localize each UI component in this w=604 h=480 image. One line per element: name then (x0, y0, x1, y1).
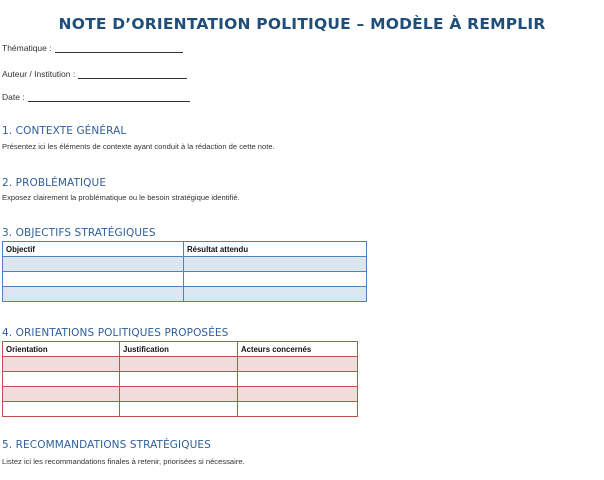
orientations-header-justification: Justification (120, 342, 238, 357)
auteur-label: Auteur / Institution : (2, 69, 76, 79)
thematique-label: Thématique : (2, 43, 52, 53)
table-cell[interactable] (3, 272, 184, 287)
table-cell[interactable] (120, 387, 238, 402)
thematique-input-line[interactable] (55, 44, 183, 53)
table-cell[interactable] (184, 257, 367, 272)
table-cell[interactable] (120, 357, 238, 372)
document-title: NOTE D’ORIENTATION POLITIQUE – MODÈLE À REMPLIR (58, 15, 546, 33)
date-field (2, 92, 190, 102)
table-row (3, 272, 367, 287)
orientations-header-row (3, 342, 358, 357)
date-label: Date : (2, 92, 25, 102)
table-cell[interactable] (3, 287, 184, 302)
table-cell[interactable] (184, 287, 367, 302)
table-cell[interactable] (238, 402, 358, 417)
section-heading-orientations: 4. ORIENTATIONS POLITIQUES PROPOSÉES (2, 327, 229, 339)
table-cell[interactable] (238, 357, 358, 372)
section-heading-contexte: 1. CONTEXTE GÉNÉRAL (2, 125, 127, 137)
section-text-problematique: Exposez clairement la problématique ou le besoin stratégique identifié. (2, 193, 240, 202)
table-cell[interactable] (3, 387, 120, 402)
section-heading-objectifs: 3. OBJECTIFS STRATÉGIQUES (2, 227, 156, 239)
table-cell[interactable] (120, 372, 238, 387)
table-cell[interactable] (3, 257, 184, 272)
table-cell[interactable] (238, 372, 358, 387)
table-row (3, 402, 358, 417)
table-cell[interactable] (3, 402, 120, 417)
orientations-header-orientation: Orientation (3, 342, 120, 357)
auteur-input-line[interactable] (78, 70, 187, 79)
objectives-header-objectif: Objectif (3, 242, 184, 257)
section-text-contexte: Présentez ici les éléments de contexte ayant conduit à la rédaction de cette note. (2, 142, 275, 151)
section-heading-problematique: 2. PROBLÉMATIQUE (2, 177, 107, 189)
section-text-recommandations: Listez ici les recommandations finales à retenir, priorisées si nécessaire. (2, 457, 245, 466)
orientations-header-acteurs: Acteurs concernés (238, 342, 358, 357)
objectives-table (2, 241, 367, 302)
table-row (3, 257, 367, 272)
table-row (3, 287, 367, 302)
objectives-header-row (3, 242, 367, 257)
objectives-header-resultat: Résultat attendu (184, 242, 367, 257)
table-row (3, 372, 358, 387)
date-input-line[interactable] (28, 93, 190, 102)
thematique-field (2, 43, 183, 53)
table-cell[interactable] (184, 272, 367, 287)
table-cell[interactable] (120, 402, 238, 417)
section-heading-recommandations: 5. RECOMMANDATIONS STRATÉGIQUES (2, 439, 211, 451)
table-cell[interactable] (3, 372, 120, 387)
table-cell[interactable] (3, 357, 120, 372)
auteur-field (2, 69, 187, 79)
table-cell[interactable] (238, 387, 358, 402)
table-row (3, 387, 358, 402)
table-row (3, 357, 358, 372)
orientations-table (2, 341, 358, 417)
